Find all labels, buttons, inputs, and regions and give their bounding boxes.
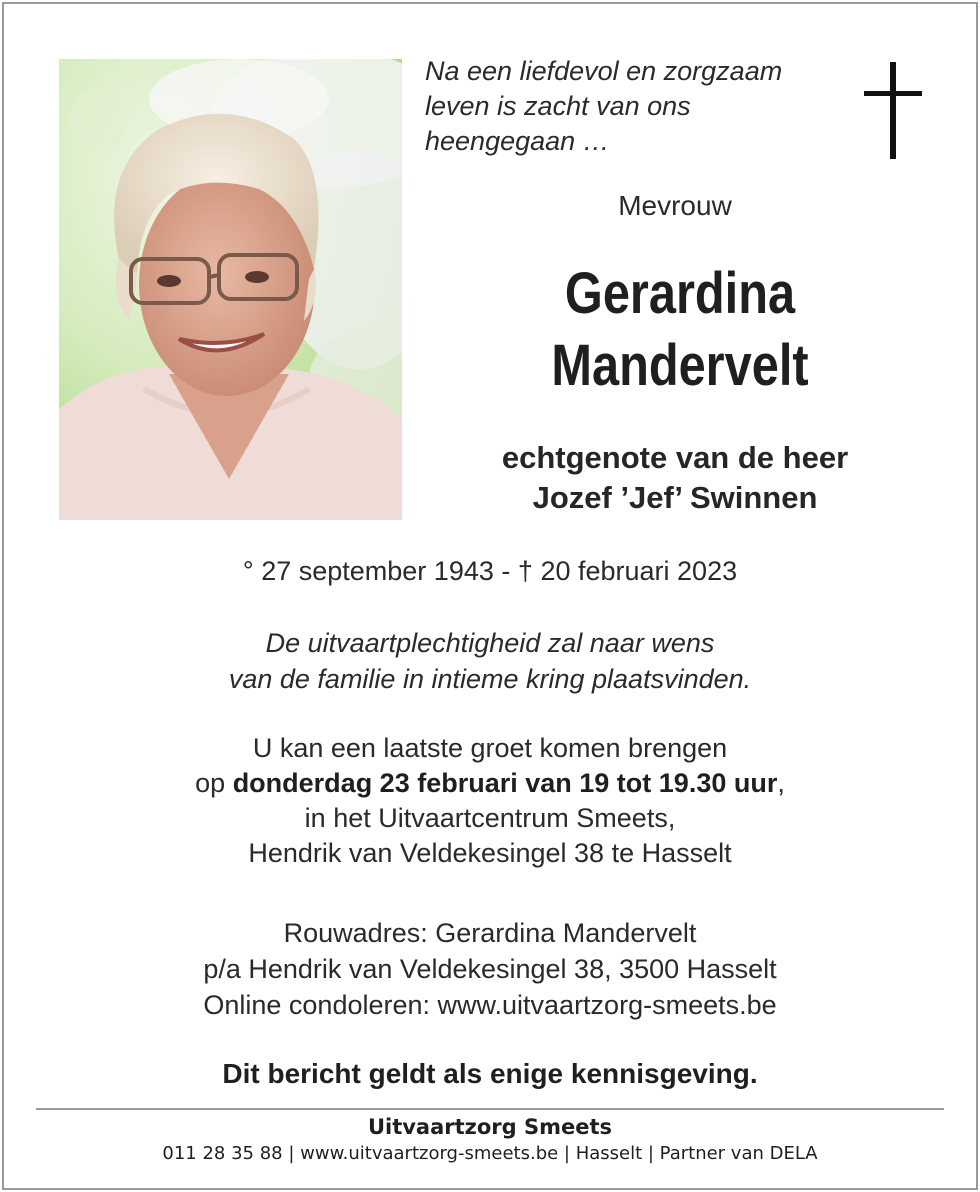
visitation-line: Hendrik van Veldekesingel 38 te Hasselt (248, 838, 732, 868)
last-name: Mandervelt (551, 333, 809, 398)
intro-line: Na een liefdevol en zorgzaam (425, 56, 783, 86)
condolence-line: Online condoleren: www.uitvaartzorg-smeets.be (203, 990, 777, 1020)
visitation-line: in het Uitvaartcentrum Smeets, (304, 803, 676, 833)
deceased-name (453, 258, 907, 402)
first-name: Gerardina (564, 261, 796, 326)
company-contact: 011 28 35 88 | www.uitvaartzorg-smeets.be | Hasselt | Partner van DELA (162, 1143, 818, 1164)
visitation-text (0, 731, 980, 871)
portrait-photo (59, 59, 402, 520)
footer-divider (36, 1108, 944, 1110)
spouse-relation: echtgenote van de heer (501, 440, 849, 475)
visitation-line (0, 766, 980, 801)
birth-symbol: ° (242, 556, 254, 586)
cross-icon (864, 62, 922, 159)
death-symbol: † (517, 556, 533, 586)
intro-line: leven is zacht van ons (425, 91, 691, 121)
birth-date: 27 september 1943 (261, 556, 494, 586)
spouse-name: Jozef ’Jef’ Swinnen (532, 480, 818, 515)
ceremony-line: De uitvaartplechtigheid zal naar wens (265, 628, 715, 658)
ceremony-line: van de familie in intieme kring plaatsvinden. (228, 664, 752, 694)
visitation-suffix: , (777, 768, 785, 798)
spouse-info (420, 438, 930, 518)
intro-line: heengegaan … (425, 126, 610, 156)
mourning-address (0, 915, 980, 1023)
funeral-company: Uitvaartzorg Smeets (367, 1115, 613, 1139)
life-dates (0, 556, 980, 587)
intro-verse (425, 54, 845, 159)
date-separator: - (501, 556, 511, 586)
address-line: Rouwadres: Gerardina Mandervelt (283, 918, 697, 948)
address-line: p/a Hendrik van Veldekesingel 38, 3500 Hasselt (203, 954, 777, 984)
visitation-prefix: op (195, 768, 226, 798)
visitation-line: U kan een laatste groet komen brengen (252, 733, 728, 763)
salutation: Mevrouw (618, 190, 732, 221)
ceremony-text (0, 625, 980, 697)
notice-statement: Dit bericht geldt als enige kennisgeving. (222, 1058, 758, 1089)
visitation-datetime: donderdag 23 februari van 19 tot 19.30 uur (232, 768, 778, 798)
death-date: 20 februari 2023 (540, 556, 738, 586)
